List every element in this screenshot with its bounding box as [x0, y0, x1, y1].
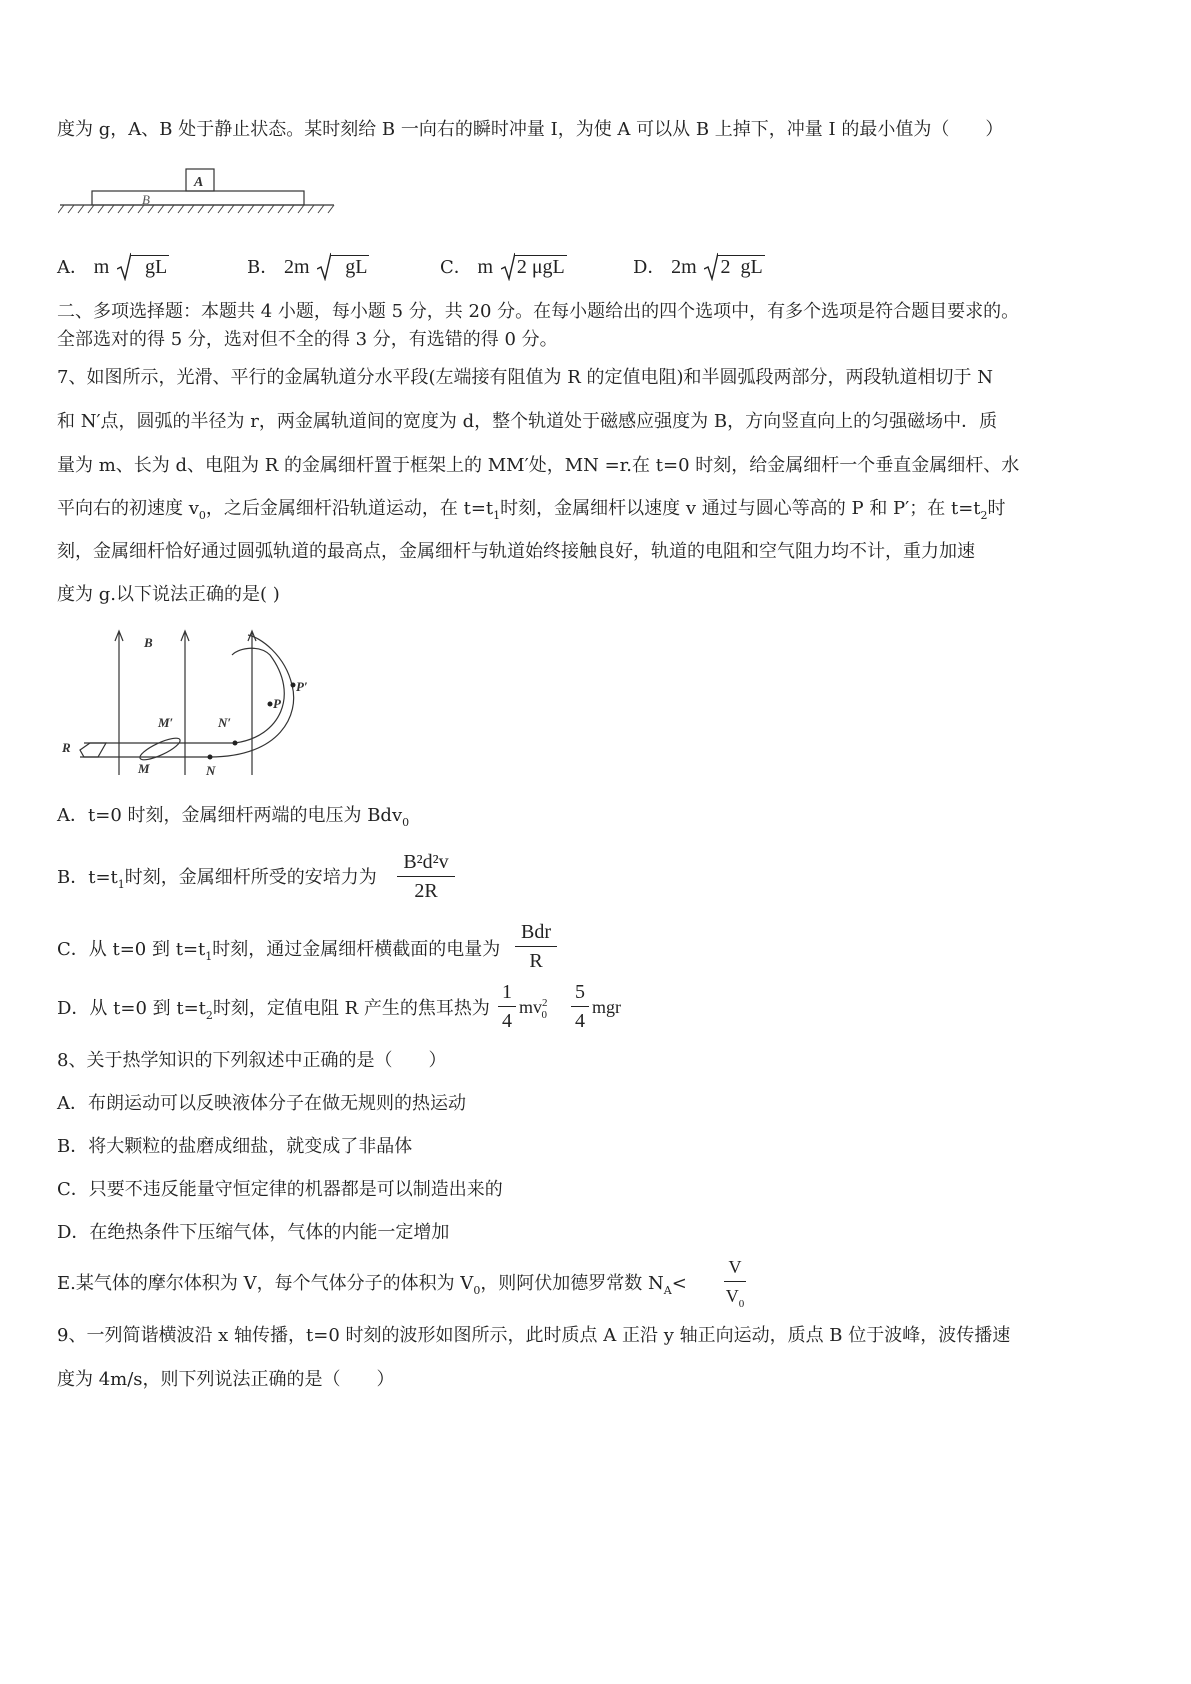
q6-option-d: D． 2m 2 gL	[633, 253, 765, 279]
q7-label-n: N	[206, 763, 216, 778]
q8-option-e-fraction: V $V_0$	[725, 1257, 745, 1310]
q7-label-m: M	[138, 761, 150, 776]
section2-line1: 二、多项选择题：本题共 4 小题，每小题 5 分，共 20 分。在每小题给出的四个选项中，有多个选项是符合题目要求的。	[57, 301, 1020, 322]
q7-label-p-prime: P′	[296, 679, 308, 694]
q8-option-d: D．在绝热条件下压缩气体，气体的内能一定增加	[57, 1222, 450, 1243]
q7-line2: 和 N′点，圆弧的半径为 r，两金属轨道间的宽度为 d，整个轨道处于磁感应强度为 B，方向竖直向上的匀强磁场中．质	[57, 411, 998, 432]
q7-option-b-fraction: B²d²v 2R	[397, 850, 455, 903]
q9-line1: 9、一列简谐横波沿 x 轴传播，t=0 时刻的波形如图所示，此时质点 A 正沿 y 轴正向运动，质点 B 位于波峰，波传播速	[57, 1325, 1011, 1346]
q6-label-a: A	[194, 175, 204, 190]
q8-option-a: A．布朗运动可以反映液体分子在做无规则的热运动	[57, 1093, 466, 1114]
sqrt-sign: gL	[117, 255, 169, 279]
q7-line3: 量为 m、长为 d、电阻为 R 的金属细杆置于框架上的 MM′处，MN =r.在 t=0 时刻，给金属细杆一个垂直金属细杆、水	[57, 455, 1020, 476]
q7-option-c-fraction: Bdr R	[515, 920, 557, 973]
q6-label-b: B	[142, 192, 150, 207]
q7-label-m-prime: M′	[158, 715, 174, 730]
q7-option-d: D．从 t=0 到 $t=t_2$时刻，定值电阻 R 产生的焦耳热为	[57, 998, 490, 1022]
q7-option-d-fraction2: 5 4	[571, 980, 589, 1033]
q7-label-p: P	[273, 696, 281, 711]
q6-stem-tail: 度为 g，A、B 处于静止状态。某时刻给 B 一向右的瞬时冲量 I，为使 A 可以从 B 上掉下，冲量 I 的最小值为（ ）	[57, 119, 1004, 140]
q6-option-b: B． 2m gL	[247, 253, 369, 279]
q7-line1: 7、如图所示，光滑、平行的金属轨道分水平段(左端接有阻值为 R 的定值电阻)和半圆弧段两部分，两段轨道相切于 N	[57, 367, 993, 388]
q7-option-d-mv: $mv^2_0$	[519, 997, 548, 1021]
q8-stem: 8、关于热学知识的下列叙述中正确的是（ ）	[57, 1050, 447, 1071]
q6-option-c: C． m 2 μgL	[440, 253, 567, 279]
q8-option-c: C．只要不违反能量守恒定律的机器都是可以制造出来的	[57, 1179, 503, 1200]
q9-line2: 度为 4m/s，则下列说法正确的是（ ）	[57, 1369, 395, 1390]
q8-option-b: B．将大颗粒的盐磨成细盐，就变成了非晶体	[57, 1136, 413, 1157]
q6-option-a: A． m gL	[57, 253, 169, 279]
q7-option-d-mgr: mgr	[592, 997, 621, 1017]
section2-line2: 全部选对的得 5 分，选对但不全的得 3 分，有选错的得 0 分。	[57, 329, 558, 350]
sqrt-sign: 2 gL	[704, 255, 764, 279]
q7-option-b: B．$t=t_1$时刻，金属细杆所受的安培力为	[57, 867, 377, 891]
q7-line4: 平向右的初速度 $v_0$，之后金属细杆沿轨道运动，在 $t=t_1$时刻，金属细杆以速度 v 通过与圆心等高的 P 和 P′；在 $t=t_2$时	[57, 498, 1006, 522]
q6-figure-blocks	[58, 165, 358, 225]
q7-option-c: C．从 t=0 到 $t=t_1$时刻，通过金属细杆横截面的电量为	[57, 939, 501, 963]
q7-label-r: R	[62, 740, 71, 755]
q7-line5: 刻，金属细杆恰好通过圆弧轨道的最高点，金属细杆与轨道始终接触良好，轨道的电阻和空气阻力均不计，重力加速	[57, 541, 975, 562]
sqrt-sign: gL	[317, 255, 369, 279]
sqrt-sign: 2 μgL	[501, 255, 567, 279]
q7-label-n-prime: N′	[218, 715, 232, 730]
q8-option-e: E.某气体的摩尔体积为 V，每个气体分子的体积为 $V_0$，则阿伏加德罗常数 $N_A<$	[57, 1273, 687, 1297]
q7-option-a: A．t=0 时刻，金属细杆两端的电压为 Bdv$_0$	[57, 805, 410, 829]
q7-label-b: B	[144, 635, 153, 650]
q7-figure-rails	[60, 625, 320, 785]
q7-option-d-fraction1: 1 4	[498, 980, 516, 1033]
q7-line6: 度为 g.以下说法正确的是( )	[57, 584, 280, 605]
